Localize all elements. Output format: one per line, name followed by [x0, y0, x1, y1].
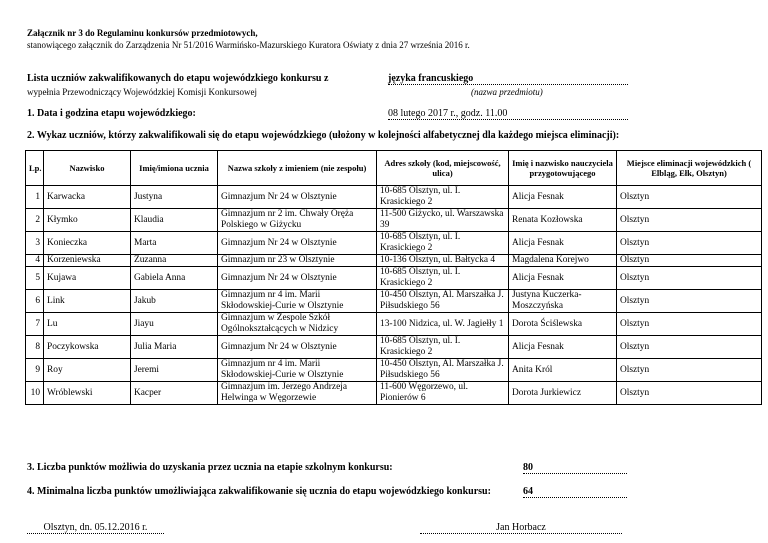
header-teacher: Imię i nazwisko nauczyciela przygotowującego — [509, 151, 617, 186]
cell-surname: Karwacka — [44, 186, 131, 209]
cell-surname: Korzeniewska — [44, 255, 131, 267]
cell-address: 11-600 Węgorzewo, ul. Pionierów 6 — [377, 382, 509, 405]
cell-address: 10-685 Olsztyn, ul. I. Krasickiego 2 — [377, 267, 509, 290]
cell-teacher: Dorota Jurkiewicz — [509, 382, 617, 405]
cell-school: Gimnazjum im. Jerzego Andrzeja Helwinga w Węgorzewie — [218, 382, 377, 405]
cell-place: Olsztyn — [617, 313, 762, 336]
cell-lp: 9 — [26, 359, 44, 382]
cell-first-name: Zuzanna — [131, 255, 218, 267]
cell-teacher: Alicja Fesnak — [509, 186, 617, 209]
cell-lp: 7 — [26, 313, 44, 336]
cell-school: Gimnazjum Nr 24 w Olsztynie — [218, 232, 377, 255]
cell-address: 10-685 Olsztyn, ul. I. Krasickiego 2 — [377, 186, 509, 209]
cell-first-name: Jakub — [131, 290, 218, 313]
cell-lp: 5 — [26, 267, 44, 290]
cell-place: Olsztyn — [617, 267, 762, 290]
cell-lp: 10 — [26, 382, 44, 405]
cell-school: Gimnazjum nr 2 im. Chwały Oręża Polskiego w Giżycku — [218, 209, 377, 232]
cell-teacher: Alicja Fesnak — [509, 336, 617, 359]
section2-label: 2. Wykaz uczniów, którzy zakwalifikowali się do etapu wojewódzkiego (ułożony w kolejności alfabetycznej dla każdego miejsca eliminacji): — [27, 130, 620, 141]
annex-line2: stanowiącego załącznik do Zarządzenia Nr 51/2016 Warmińsko-Mazurskiego Kuratora Oświaty z dnia 27 września 2016 r. — [27, 40, 470, 50]
cell-surname: Lu — [44, 313, 131, 336]
cell-place: Olsztyn — [617, 382, 762, 405]
cell-teacher: Anita Król — [509, 359, 617, 382]
cell-school: Gimnazjum nr 4 im. Marii Skłodowskiej-Curie w Olsztynie — [218, 359, 377, 382]
annex-line1: Załącznik nr 3 do Regulaminu konkursów przedmiotowych, — [27, 28, 258, 38]
cell-place: Olsztyn — [617, 336, 762, 359]
table-row — [26, 209, 762, 232]
cell-teacher: Alicja Fesnak — [509, 267, 617, 290]
cell-lp: 8 — [26, 336, 44, 359]
header-place: Miejsce eliminacji wojewódzkich ( Elbląg, Ełk, Olsztyn) — [617, 151, 762, 186]
cell-surname: Kujawa — [44, 267, 131, 290]
header-first-name: Imię/imiona ucznia — [131, 151, 218, 186]
header-lp: Lp. — [26, 151, 44, 186]
cell-surname: Roy — [44, 359, 131, 382]
cell-first-name: Gabiela Anna — [131, 267, 218, 290]
cell-lp: 1 — [26, 186, 44, 209]
cell-teacher: Alicja Fesnak — [509, 232, 617, 255]
cell-school: Gimnazjum nr 4 im. Marii Skłodowskiej-Curie w Olsztynie — [218, 290, 377, 313]
cell-first-name: Jiayu — [131, 313, 218, 336]
cell-place: Olsztyn — [617, 290, 762, 313]
section4-label: 4. Minimalna liczba punktów umożliwiająca zakwalifikowanie się ucznia do etapu wojewódzkiego konkursu: — [27, 486, 491, 497]
cell-address: 10-136 Olsztyn, ul. Bałtycka 4 — [377, 255, 509, 267]
cell-first-name: Justyna — [131, 186, 218, 209]
table-row — [26, 382, 762, 405]
cell-address: 10-685 Olsztyn, ul. I. Krasickiego 2 — [377, 336, 509, 359]
fill-note: wypełnia Przewodniczący Wojewódzkiej Komisji Konkursowej — [27, 87, 258, 97]
table-row — [26, 336, 762, 359]
cell-address: 10-450 Olsztyn, Al. Marszałka J. Piłsudskiego 56 — [377, 359, 509, 382]
cell-surname: Link — [44, 290, 131, 313]
table-row — [26, 255, 762, 267]
cell-place: Olsztyn — [617, 186, 762, 209]
cell-surname: Wróblewski — [44, 382, 131, 405]
cell-address: 11-500 Giżycko, ul. Warszawska 39 — [377, 209, 509, 232]
cell-school: Gimnazjum Nr 24 w Olsztynie — [218, 336, 377, 359]
cell-lp: 4 — [26, 255, 44, 267]
cell-place: Olsztyn — [617, 232, 762, 255]
cell-teacher: Justyna Kuczerka-Moszczyńska — [509, 290, 617, 313]
cell-first-name: Marta — [131, 232, 218, 255]
subject-field: języka francuskiego — [388, 73, 628, 85]
signature-field: Jan Horbacz — [420, 522, 622, 534]
cell-lp: 6 — [26, 290, 44, 313]
cell-school: Gimnazjum nr 23 w Olsztynie — [218, 255, 377, 267]
cell-teacher: Dorota Ściślewska — [509, 313, 617, 336]
place-date-field: Olsztyn, dn. 05.12.2016 r. — [27, 522, 164, 534]
students-table — [25, 150, 762, 405]
cell-teacher: Renata Kozłowska — [509, 209, 617, 232]
cell-surname: Kłymko — [44, 209, 131, 232]
header-surname: Nazwisko — [44, 151, 131, 186]
table-row — [26, 186, 762, 209]
cell-first-name: Klaudia — [131, 209, 218, 232]
cell-lp: 2 — [26, 209, 44, 232]
cell-school: Gimnazjum Nr 24 w Olsztynie — [218, 186, 377, 209]
cell-first-name: Jeremi — [131, 359, 218, 382]
section3-label: 3. Liczba punktów możliwia do uzyskania przez ucznia na etapie szkolnym konkursu: — [27, 462, 393, 473]
cell-place: Olsztyn — [617, 255, 762, 267]
cell-teacher: Magdalena Korejwo — [509, 255, 617, 267]
section1-label: 1. Data i godzina etapu wojewódzkiego: — [27, 108, 196, 119]
cell-school: Gimnazjum Nr 24 w Olsztynie — [218, 267, 377, 290]
table-row — [26, 232, 762, 255]
min-points-field: 64 — [523, 486, 627, 498]
max-points-field: 80 — [523, 462, 627, 474]
subject-note: (nazwa przedmiotu) — [471, 87, 543, 97]
date-field: 08 lutego 2017 r., godz. 11.00 — [388, 108, 628, 120]
list-title: Lista uczniów zakwalifikowanych do etapu wojewódzkiego konkursu z — [27, 73, 329, 84]
table-row — [26, 290, 762, 313]
cell-address: 13-100 Nidzica, ul. W. Jagiełły 1 — [377, 313, 509, 336]
cell-address: 10-450 Olsztyn, Al. Marszałka J. Piłsudskiego 56 — [377, 290, 509, 313]
cell-first-name: Julia Maria — [131, 336, 218, 359]
cell-surname: Konieczka — [44, 232, 131, 255]
table-row — [26, 359, 762, 382]
cell-address: 10-685 Olsztyn, ul. I. Krasickiego 2 — [377, 232, 509, 255]
cell-place: Olsztyn — [617, 359, 762, 382]
header-school: Nazwa szkoły z imieniem (nie zespołu) — [218, 151, 377, 186]
cell-school: Gimnazjum w Zespole Szkół Ogólnokształcących w Nidzicy — [218, 313, 377, 336]
table-row — [26, 267, 762, 290]
header-address: Adres szkoły (kod, miejscowość, ulica) — [377, 151, 509, 186]
cell-lp: 3 — [26, 232, 44, 255]
table-header-row — [26, 151, 762, 186]
cell-place: Olsztyn — [617, 209, 762, 232]
table-row — [26, 313, 762, 336]
cell-first-name: Kacper — [131, 382, 218, 405]
cell-surname: Poczykowska — [44, 336, 131, 359]
